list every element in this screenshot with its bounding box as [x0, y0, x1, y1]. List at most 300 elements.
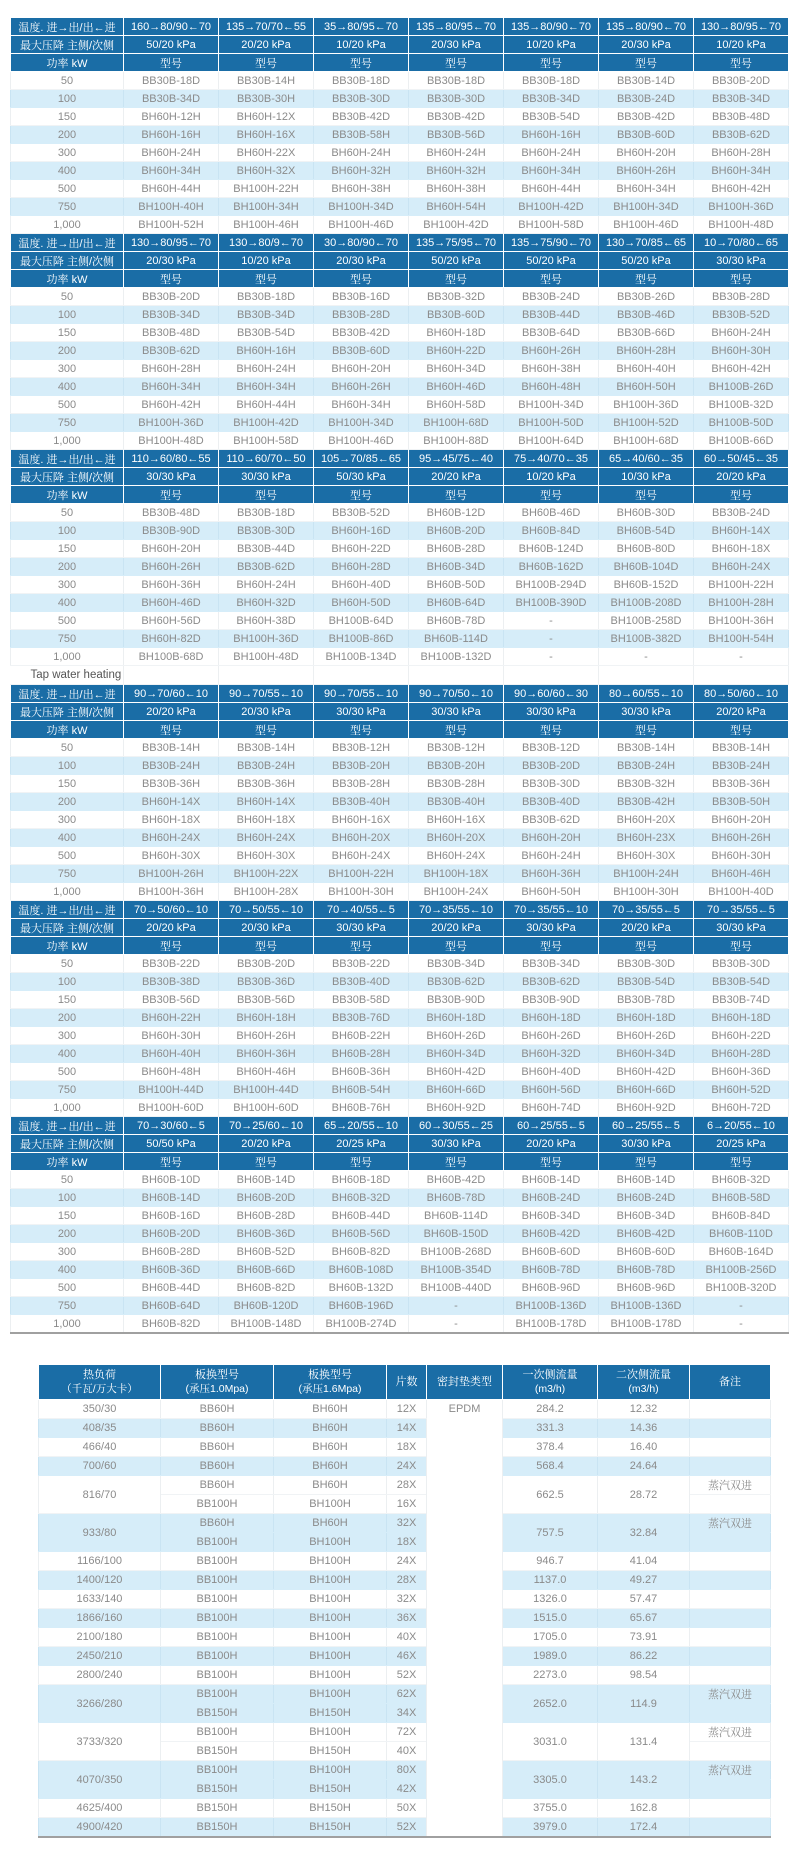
- model-cell: BH60B-34D: [599, 1207, 694, 1225]
- secondary-flow-cell: 98.54: [598, 1666, 690, 1685]
- model-cell: BH60B-78D: [409, 1189, 504, 1207]
- pressure-value-cell: 20/30 kPa: [219, 703, 314, 721]
- model-cell: BH60B-114D: [409, 630, 504, 648]
- model-cell: BB30B-54D: [599, 973, 694, 991]
- temperature-value-cell: 105→70/85←65: [314, 450, 409, 468]
- temperature-label-cell: 温度. 进→出/出←进: [11, 18, 124, 36]
- plates-count-cell: 52X: [387, 1666, 427, 1685]
- model-cell: BH60H-34H: [314, 396, 409, 414]
- model-cell: BH100H-36D: [694, 198, 789, 216]
- model-cell: BH60H-42H: [124, 396, 219, 414]
- model-cell: BH60B-78D: [599, 1261, 694, 1279]
- model-cell: BH60H-14X: [694, 522, 789, 540]
- power-value-cell: 50: [11, 739, 124, 757]
- model-cell: BH60H-92D: [409, 1099, 504, 1117]
- model-cell: BH60H-30X: [219, 847, 314, 865]
- power-value-cell: 1,000: [11, 432, 124, 450]
- spec-header-row: [39, 1365, 771, 1400]
- model-cell: BB30B-28H: [314, 775, 409, 793]
- model-cell: BH60B-96D: [599, 1279, 694, 1297]
- model-cell: BB30B-62D: [504, 973, 599, 991]
- power-value-cell: 200: [11, 793, 124, 811]
- model-cell: BB30B-42D: [314, 324, 409, 342]
- model-cell: BH60H-18D: [409, 324, 504, 342]
- model-cell: BH100B-208D: [599, 594, 694, 612]
- primary-flow-cell: 3031.0: [503, 1723, 598, 1761]
- model-cell: BH60H-18X: [124, 811, 219, 829]
- model-row: [11, 378, 789, 396]
- model-16mpa-cell: BH100H: [274, 1666, 387, 1685]
- model-row: [11, 973, 789, 991]
- heat-load-cell: 816/70: [39, 1476, 161, 1514]
- secondary-flow-header-line1: 二次侧流量: [616, 1369, 671, 1381]
- model-row: [11, 432, 789, 450]
- model-header-row: [11, 54, 789, 72]
- model-cell: BH60B-76H: [314, 1099, 409, 1117]
- pressure-header-row: [11, 1135, 789, 1153]
- model-cell: BH60B-42D: [409, 1171, 504, 1189]
- model-cell: BH60B-82D: [314, 1243, 409, 1261]
- power-value-cell: 200: [11, 126, 124, 144]
- model-cell: BB30B-28D: [314, 306, 409, 324]
- model-cell: BH60H-46D: [409, 378, 504, 396]
- model-cell: BH60B-36D: [219, 1225, 314, 1243]
- model-cell: BB30B-48D: [694, 108, 789, 126]
- model-cell: BH60H-28D: [694, 1045, 789, 1063]
- model-cell: BH60H-14X: [219, 793, 314, 811]
- model-row: [11, 811, 789, 829]
- model-cell: BB30B-14H: [219, 72, 314, 90]
- power-value-cell: 200: [11, 342, 124, 360]
- model-cell: BH60B-54H: [314, 1081, 409, 1099]
- model-cell: BH60H-42D: [599, 1063, 694, 1081]
- temperature-value-cell: 160→80/90←70: [124, 18, 219, 36]
- model-cell: BH60H-34H: [219, 378, 314, 396]
- spec-row: [39, 1628, 771, 1647]
- model-cell: BB30B-34D: [694, 90, 789, 108]
- model-cell: BH60B-36H: [314, 1063, 409, 1081]
- model-cell: BH100H-36D: [124, 414, 219, 432]
- pressure-value-cell: 50/20 kPa: [124, 36, 219, 54]
- model-cell: BB30B-12H: [409, 739, 504, 757]
- model-cell: BB30B-30D: [219, 522, 314, 540]
- model-cell: BH60H-50H: [504, 883, 599, 901]
- model-cell: BH60H-24H: [314, 144, 409, 162]
- model-cell: BH100B-268D: [409, 1243, 504, 1261]
- model-cell: BH60H-34D: [409, 360, 504, 378]
- power-label-cell: 功率 kW: [11, 721, 124, 739]
- power-value-cell: 200: [11, 558, 124, 576]
- model-cell: BB30B-52D: [694, 306, 789, 324]
- model-row: [11, 793, 789, 811]
- model-label-cell: 型号: [409, 270, 504, 288]
- model-cell: BB30B-24D: [504, 288, 599, 306]
- plates-count-cell: 28X: [387, 1476, 427, 1495]
- primary-flow-header-line1: 一次侧流量: [522, 1369, 578, 1381]
- power-value-cell: 50: [11, 504, 124, 522]
- model-cell: BB30B-36D: [219, 973, 314, 991]
- model-16mpa-cell: BH150H: [274, 1799, 387, 1818]
- model-label-cell: 型号: [599, 54, 694, 72]
- model-10mpa-cell: BB150H: [161, 1780, 274, 1799]
- model-cell: BH60H-24X: [314, 847, 409, 865]
- model-cell: BH60H-26H: [124, 558, 219, 576]
- model-cell: BB30B-66D: [599, 324, 694, 342]
- model-cell: BB30B-18D: [219, 288, 314, 306]
- model-cell: BB30B-42D: [409, 108, 504, 126]
- model-cell: BH60H-42H: [694, 360, 789, 378]
- model-cell: BB30B-58D: [314, 991, 409, 1009]
- power-value-cell: 750: [11, 414, 124, 432]
- model-cell: BB30B-34D: [124, 90, 219, 108]
- model-cell: BB30B-52D: [314, 504, 409, 522]
- model-cell: BB30B-60D: [599, 126, 694, 144]
- model-cell: BH100H-48D: [219, 648, 314, 666]
- model-cell: BH60H-20H: [694, 811, 789, 829]
- spec-row: [39, 1438, 771, 1457]
- model-cell: BH100H-40H: [124, 198, 219, 216]
- model-label-cell: 型号: [219, 1153, 314, 1171]
- model-row: [11, 1207, 789, 1225]
- temperature-label-cell: 温度. 进→出/出←进: [11, 1117, 124, 1135]
- primary-flow-cell: 2273.0: [503, 1666, 598, 1685]
- tap-water-heating-empty-cell: [694, 666, 789, 685]
- model-row: [11, 1081, 789, 1099]
- power-value-cell: 300: [11, 360, 124, 378]
- model-cell: BH100B-132D: [409, 648, 504, 666]
- model-label-cell: 型号: [504, 486, 599, 504]
- tap-water-heating-empty-cell: [124, 666, 219, 685]
- model-cell: BB30B-12H: [314, 739, 409, 757]
- model-cell: BH60H-28H: [599, 342, 694, 360]
- model-row: [11, 306, 789, 324]
- plates-count-cell: 40X: [387, 1628, 427, 1647]
- model-cell: BB30B-32H: [599, 775, 694, 793]
- model-row: [11, 991, 789, 1009]
- model-row: [11, 108, 789, 126]
- model-cell: BB30B-20D: [219, 955, 314, 973]
- model-cell: BH60H-20H: [124, 540, 219, 558]
- model-cell: BH60B-110D: [694, 1225, 789, 1243]
- power-value-cell: 200: [11, 1225, 124, 1243]
- heat-load-cell: 466/40: [39, 1438, 161, 1457]
- model-cell: BH60H-42H: [694, 180, 789, 198]
- model-cell: BH60B-82D: [124, 1315, 219, 1334]
- model-cell: BB30B-60D: [314, 342, 409, 360]
- model-cell: BH100H-46D: [314, 432, 409, 450]
- model-cell: BH60B-80D: [599, 540, 694, 558]
- model-cell: BH60H-22D: [694, 1027, 789, 1045]
- model-cell: BH60B-108D: [314, 1261, 409, 1279]
- plates-count-cell: 14X: [387, 1419, 427, 1438]
- spec-row: [39, 1514, 771, 1533]
- primary-flow-cell: 3755.0: [503, 1799, 598, 1818]
- model-cell: BH60H-58D: [409, 396, 504, 414]
- heat-load-cell: 1400/120: [39, 1571, 161, 1590]
- temperature-value-cell: 80→60/55←10: [599, 685, 694, 703]
- model-cell: BB30B-78D: [599, 991, 694, 1009]
- model-cell: BH60H-24X: [694, 558, 789, 576]
- model-cell: BB30B-36H: [124, 775, 219, 793]
- power-value-cell: 150: [11, 991, 124, 1009]
- heat-load-cell: 1633/140: [39, 1590, 161, 1609]
- pressure-value-cell: 20/30 kPa: [219, 919, 314, 937]
- model-cell: -: [409, 1297, 504, 1315]
- model-10mpa-cell: BB100H: [161, 1533, 274, 1552]
- model-row: [11, 865, 789, 883]
- pressure-value-cell: 20/20 kPa: [219, 1135, 314, 1153]
- model-cell: BH100H-34D: [314, 414, 409, 432]
- model-cell: BH60B-46D: [504, 504, 599, 522]
- model-label-cell: 型号: [504, 54, 599, 72]
- model-row: [11, 1261, 789, 1279]
- model-row: [11, 1279, 789, 1297]
- model-cell: BH60H-50D: [314, 594, 409, 612]
- model-cell: BB30B-42H: [599, 793, 694, 811]
- model-row: [11, 1189, 789, 1207]
- remark-cell: 蒸汽双进: [690, 1685, 771, 1704]
- model-cell: BB30B-20H: [409, 757, 504, 775]
- pressure-label-cell: 最大压降 主侧/次侧: [11, 468, 124, 486]
- temperature-value-cell: 70→35/55←10: [504, 901, 599, 919]
- model-16mpa-cell: BH100H: [274, 1552, 387, 1571]
- model-cell: BH100H-48D: [124, 432, 219, 450]
- gasket-type-cell: EPDM: [427, 1400, 503, 1838]
- pressure-value-cell: 20/20 kPa: [599, 919, 694, 937]
- model-cell: BH60H-16X: [409, 811, 504, 829]
- model-cell: BH60H-18D: [409, 1009, 504, 1027]
- model-row: [11, 216, 789, 234]
- model-cell: BH60H-54H: [409, 198, 504, 216]
- power-value-cell: 50: [11, 1171, 124, 1189]
- model-cell: BH60B-30D: [599, 504, 694, 522]
- temperature-value-cell: 70→35/55←10: [409, 901, 504, 919]
- model-label-cell: 型号: [409, 937, 504, 955]
- power-value-cell: 100: [11, 522, 124, 540]
- model-cell: BH100B-256D: [694, 1261, 789, 1279]
- model-cell: BH60H-26H: [219, 1027, 314, 1045]
- plates-count-cell: 18X: [387, 1438, 427, 1457]
- model-cell: BB30B-30D: [599, 955, 694, 973]
- model-cell: BH100H-50D: [504, 414, 599, 432]
- model-cell: BH60H-44H: [504, 180, 599, 198]
- model-label-cell: 型号: [219, 270, 314, 288]
- model-cell: BB30B-14H: [599, 739, 694, 757]
- tap-water-heating-empty-cell: [219, 666, 314, 685]
- pressure-value-cell: 30/30 kPa: [314, 703, 409, 721]
- model-row: [11, 829, 789, 847]
- temperature-header-row: [11, 18, 789, 36]
- power-value-cell: 150: [11, 108, 124, 126]
- temperature-value-cell: 95→45/75←40: [409, 450, 504, 468]
- model-cell: BH60H-26H: [694, 829, 789, 847]
- model-16mpa-cell: BH100H: [274, 1571, 387, 1590]
- primary-flow-cell: 1137.0: [503, 1571, 598, 1590]
- model-cell: BH100B-136D: [504, 1297, 599, 1315]
- model-10mpa-cell: BB100H: [161, 1666, 274, 1685]
- pressure-label-cell: 最大压降 主侧/次侧: [11, 703, 124, 721]
- power-value-cell: 400: [11, 162, 124, 180]
- model-label-cell: 型号: [314, 1153, 409, 1171]
- temperature-header-row: [11, 901, 789, 919]
- primary-flow-cell: 1989.0: [503, 1647, 598, 1666]
- model-cell: BH60H-32D: [219, 594, 314, 612]
- model-cell: BH60B-44D: [314, 1207, 409, 1225]
- model-cell: BH100H-36H: [694, 612, 789, 630]
- pressure-value-cell: 50/20 kPa: [504, 252, 599, 270]
- model-label-cell: 型号: [124, 937, 219, 955]
- model-label-cell: 型号: [694, 270, 789, 288]
- model-cell: BB30B-34D: [409, 955, 504, 973]
- model-cell: BH60H-34H: [694, 162, 789, 180]
- model-cell: BH60B-28D: [124, 1243, 219, 1261]
- spec-row: [39, 1552, 771, 1571]
- model-cell: BH60H-30H: [124, 1027, 219, 1045]
- model-cell: -: [409, 1315, 504, 1334]
- temperature-header-row: [11, 450, 789, 468]
- model-cell: BH60B-44D: [124, 1279, 219, 1297]
- remark-cell: [690, 1590, 771, 1609]
- model-cell: BH100B-274D: [314, 1315, 409, 1334]
- model-cell: BH100H-88D: [409, 432, 504, 450]
- secondary-flow-cell: 41.04: [598, 1552, 690, 1571]
- model-cell: BB30B-34D: [219, 306, 314, 324]
- model-cell: BH60H-46H: [219, 1063, 314, 1081]
- model-selection-table: [10, 17, 789, 1334]
- secondary-flow-cell: 65.67: [598, 1609, 690, 1628]
- model-cell: BH60B-24D: [504, 1189, 599, 1207]
- model-cell: BB30B-62D: [219, 558, 314, 576]
- model-cell: BH60H-52D: [694, 1081, 789, 1099]
- model-label-cell: 型号: [504, 270, 599, 288]
- model-header-row: [11, 1153, 789, 1171]
- model-cell: BH60B-28D: [409, 540, 504, 558]
- model-cell: BH60H-26H: [504, 342, 599, 360]
- temperature-value-cell: 35→80/95←70: [314, 18, 409, 36]
- model-cell: BH60H-48H: [124, 1063, 219, 1081]
- model-cell: BH60H-26H: [314, 378, 409, 396]
- power-value-cell: 300: [11, 1027, 124, 1045]
- model-10mpa-cell: BB60H: [161, 1514, 274, 1533]
- model-cell: BH60H-74D: [504, 1099, 599, 1117]
- model-cell: BH60H-92D: [599, 1099, 694, 1117]
- model-cell: BH100H-68D: [599, 432, 694, 450]
- plates-count-cell: 52X: [387, 1818, 427, 1838]
- model-cell: BH100H-24X: [409, 883, 504, 901]
- model-cell: BB30B-64D: [504, 324, 599, 342]
- model-cell: BH100H-60D: [219, 1099, 314, 1117]
- model-label-cell: 型号: [409, 486, 504, 504]
- model-label-cell: 型号: [219, 937, 314, 955]
- remark-empty-cell: [690, 1495, 771, 1514]
- spec-row: [39, 1476, 771, 1495]
- tap-water-heating-label: Tap water heating: [11, 666, 124, 685]
- primary-flow-cell: 568.4: [503, 1457, 598, 1476]
- model-cell: BB30B-24H: [219, 757, 314, 775]
- model-cell: BH60B-152D: [599, 576, 694, 594]
- model-cell: BH60B-82D: [219, 1279, 314, 1297]
- tap-water-heating-empty-cell: [409, 666, 504, 685]
- model-cell: BB30B-20D: [124, 288, 219, 306]
- model-cell: BH60B-150D: [409, 1225, 504, 1243]
- primary-flow-cell: 1515.0: [503, 1609, 598, 1628]
- model-cell: BH60H-18X: [219, 811, 314, 829]
- temperature-value-cell: 70→40/55←5: [314, 901, 409, 919]
- pressure-value-cell: 20/20 kPa: [409, 919, 504, 937]
- model-cell: BB30B-42D: [599, 108, 694, 126]
- model-cell: BB30B-44D: [504, 306, 599, 324]
- secondary-flow-cell: 143.2: [598, 1761, 690, 1799]
- model-row: [11, 342, 789, 360]
- plates-count-cell: 40X: [387, 1742, 427, 1761]
- secondary-flow-cell: 73.91: [598, 1628, 690, 1647]
- model-cell: BH60H-28D: [314, 558, 409, 576]
- model-cell: BB30B-56D: [409, 126, 504, 144]
- model-cell: BH60B-24D: [599, 1189, 694, 1207]
- power-value-cell: 500: [11, 847, 124, 865]
- pressure-header-row: [11, 468, 789, 486]
- model-cell: BH60H-22D: [409, 342, 504, 360]
- spec-row: [39, 1571, 771, 1590]
- model-cell: BH60H-16H: [504, 126, 599, 144]
- model-cell: BB30B-48D: [124, 504, 219, 522]
- model-cell: BB30B-74D: [694, 991, 789, 1009]
- model-label-cell: 型号: [409, 721, 504, 739]
- model-cell: BH60H-24X: [124, 829, 219, 847]
- model-label-cell: 型号: [409, 54, 504, 72]
- model-cell: BH100H-36D: [599, 396, 694, 414]
- model-cell: -: [504, 648, 599, 666]
- model-cell: BH60B-64D: [124, 1297, 219, 1315]
- model-cell: BB30B-34D: [504, 90, 599, 108]
- model-cell: BH60H-28H: [124, 360, 219, 378]
- temperature-label-cell: 温度. 进→出/出←进: [11, 234, 124, 252]
- model-cell: BH60H-24H: [124, 144, 219, 162]
- remark-cell: [690, 1647, 771, 1666]
- secondary-flow-cell: 32.84: [598, 1514, 690, 1552]
- model-row: [11, 576, 789, 594]
- temperature-value-cell: 70→30/60←5: [124, 1117, 219, 1135]
- model-cell: BB30B-20D: [694, 72, 789, 90]
- plates-count-cell: 28X: [387, 1571, 427, 1590]
- heat-load-cell: 700/60: [39, 1457, 161, 1476]
- model-16mpa-cell: BH60H: [274, 1438, 387, 1457]
- model-cell: BH60H-56D: [124, 612, 219, 630]
- spec-row: [39, 1590, 771, 1609]
- model-row: [11, 1315, 789, 1334]
- model-cell: BB30B-24H: [599, 757, 694, 775]
- tap-water-heating-empty-cell: [504, 666, 599, 685]
- model-cell: BH60H-38H: [504, 360, 599, 378]
- secondary-flow-header: [598, 1365, 690, 1400]
- model-cell: BH60B-28H: [314, 1045, 409, 1063]
- remark-empty-cell: [690, 1704, 771, 1723]
- model-row: [11, 540, 789, 558]
- heat-load-cell: 4900/420: [39, 1818, 161, 1838]
- model-cell: BH100H-44D: [124, 1081, 219, 1099]
- model-label-cell: 型号: [124, 486, 219, 504]
- model-cell: BH100H-36D: [219, 630, 314, 648]
- model-cell: BB30B-42D: [314, 108, 409, 126]
- pressure-value-cell: 10/20 kPa: [694, 36, 789, 54]
- pressure-value-cell: 50/50 kPa: [124, 1135, 219, 1153]
- model-cell: BH60H-30X: [124, 847, 219, 865]
- model-cell: BH60H-22H: [124, 1009, 219, 1027]
- model-row: [11, 739, 789, 757]
- primary-flow-cell: 3305.0: [503, 1761, 598, 1799]
- model-cell: BH60B-20D: [124, 1225, 219, 1243]
- model-cell: BB30B-30H: [219, 90, 314, 108]
